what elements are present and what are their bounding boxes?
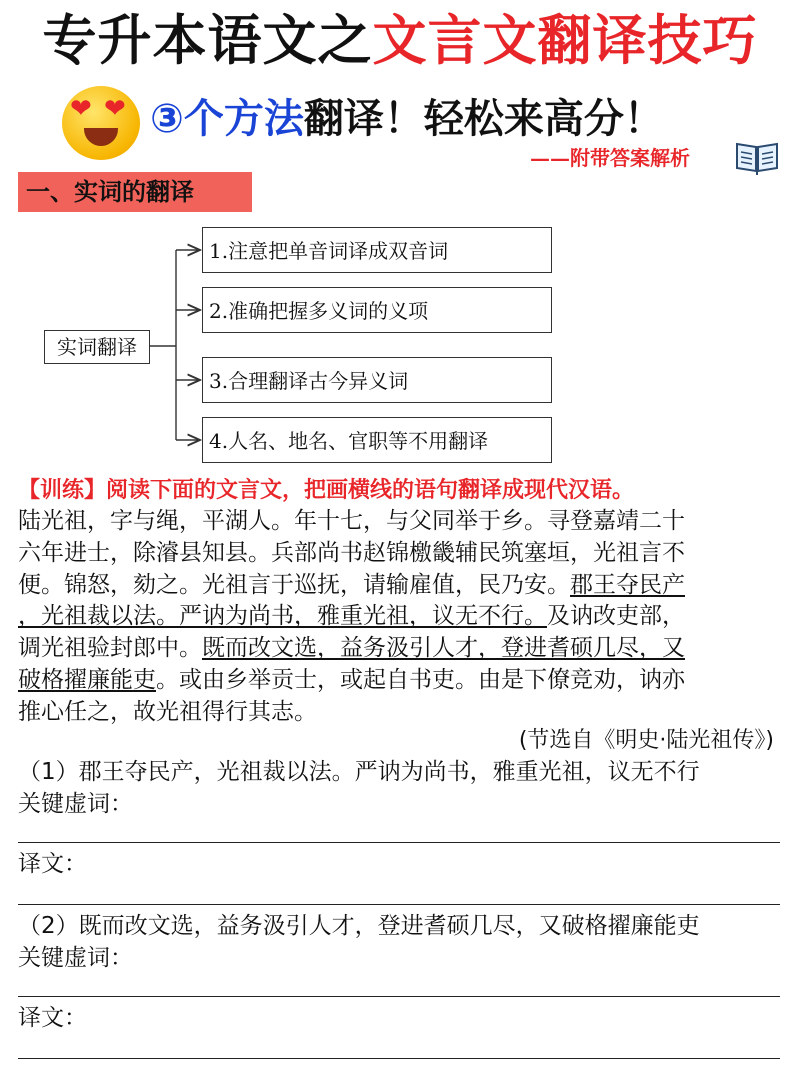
- question-1-translation-answer-line[interactable]: [18, 904, 780, 905]
- subtitle-text: 翻译！轻松来高分！: [303, 96, 664, 142]
- passage-text: 调光祖验封郎中。: [18, 635, 202, 662]
- diagram-branch-3: 3.合理翻译古今异义词: [202, 357, 552, 403]
- passage-line-5: [18, 633, 782, 665]
- subtitle-highlight: ③个方法: [150, 96, 304, 142]
- passage-text: 。或由乡举贡士，或起自书吏。由是下僚竞劝，讷亦: [156, 666, 685, 693]
- underlined-sentence: 郡王夺民产: [570, 571, 685, 598]
- passage-source: (节选自《明史·陆光祖传》): [518, 728, 774, 753]
- passage-line-4: [18, 601, 782, 633]
- underlined-sentence: 破格擢廉能吏: [18, 666, 156, 693]
- title-black: 专升本语文之: [42, 9, 373, 72]
- practice-heading: 【训练】阅读下面的文言文，把画横线的语句翻译成现代汉语。: [18, 478, 635, 503]
- question-1-keywords-label: 关键虚词：: [18, 791, 133, 817]
- passage-text: 推心任之，故光祖得行其志。: [18, 698, 317, 725]
- passage-line-3: [18, 570, 782, 602]
- question-2-keywords-answer-line[interactable]: [18, 996, 780, 997]
- diagram-branch-1: 1.注意把单音词译成双音词: [202, 227, 552, 273]
- question-1-translation-label: 译文：: [18, 851, 87, 877]
- tagline: ——附带答案解析: [530, 146, 690, 170]
- section-header: 一、实词的翻译: [18, 172, 252, 212]
- diagram-root: 实词翻译: [44, 330, 150, 364]
- heart-eyes-emoji-icon: ❤ ❤: [62, 86, 140, 160]
- diagram-branch-2: 2.准确把握多义词的义项: [202, 287, 552, 333]
- question-2-keywords-label: 关键虚词：: [18, 945, 133, 971]
- question-1-prompt: （1）郡王夺民产，光祖裁以法。严讷为尚书，雅重光祖，议无不行: [18, 759, 700, 785]
- underlined-sentence: ，光祖裁以法。严讷为尚书，雅重光祖，议无不行。: [18, 603, 547, 630]
- passage-text: 及讷改吏部，: [547, 603, 685, 630]
- underlined-sentence: 既而改文选，益务汲引人才，登进耆硕几尽，又: [202, 635, 685, 662]
- diagram-branch-4: 4.人名、地名、官职等不用翻译: [202, 417, 552, 463]
- passage-text: 便。锦怒，劾之。光祖言于巡抚，请输雇值，民乃安。: [18, 571, 570, 598]
- passage-text: 六年进士，除濬县知县。兵部尚书赵锦檄畿辅民筑塞垣，光祖言不: [18, 539, 685, 566]
- passage-line-2: [18, 538, 782, 570]
- passage-line-7: [18, 697, 782, 729]
- question-2-translation-answer-line[interactable]: [18, 1058, 780, 1059]
- title-red: 文言文翻译技巧: [372, 9, 758, 72]
- passage: [18, 506, 782, 729]
- passage-text: 陆光祖，字与绳，平湖人。年十七，与父同举于乡。寻登嘉靖二十: [18, 508, 685, 534]
- question-1-keywords-answer-line[interactable]: [18, 842, 780, 843]
- question-2-translation-label: 译文：: [18, 1005, 87, 1031]
- passage-line-1: [18, 506, 782, 538]
- passage-line-6: [18, 665, 782, 697]
- question-2-prompt: （2）既而改文选，益务汲引人才，登进耆硕几尽，又破格擢廉能吏: [18, 913, 700, 939]
